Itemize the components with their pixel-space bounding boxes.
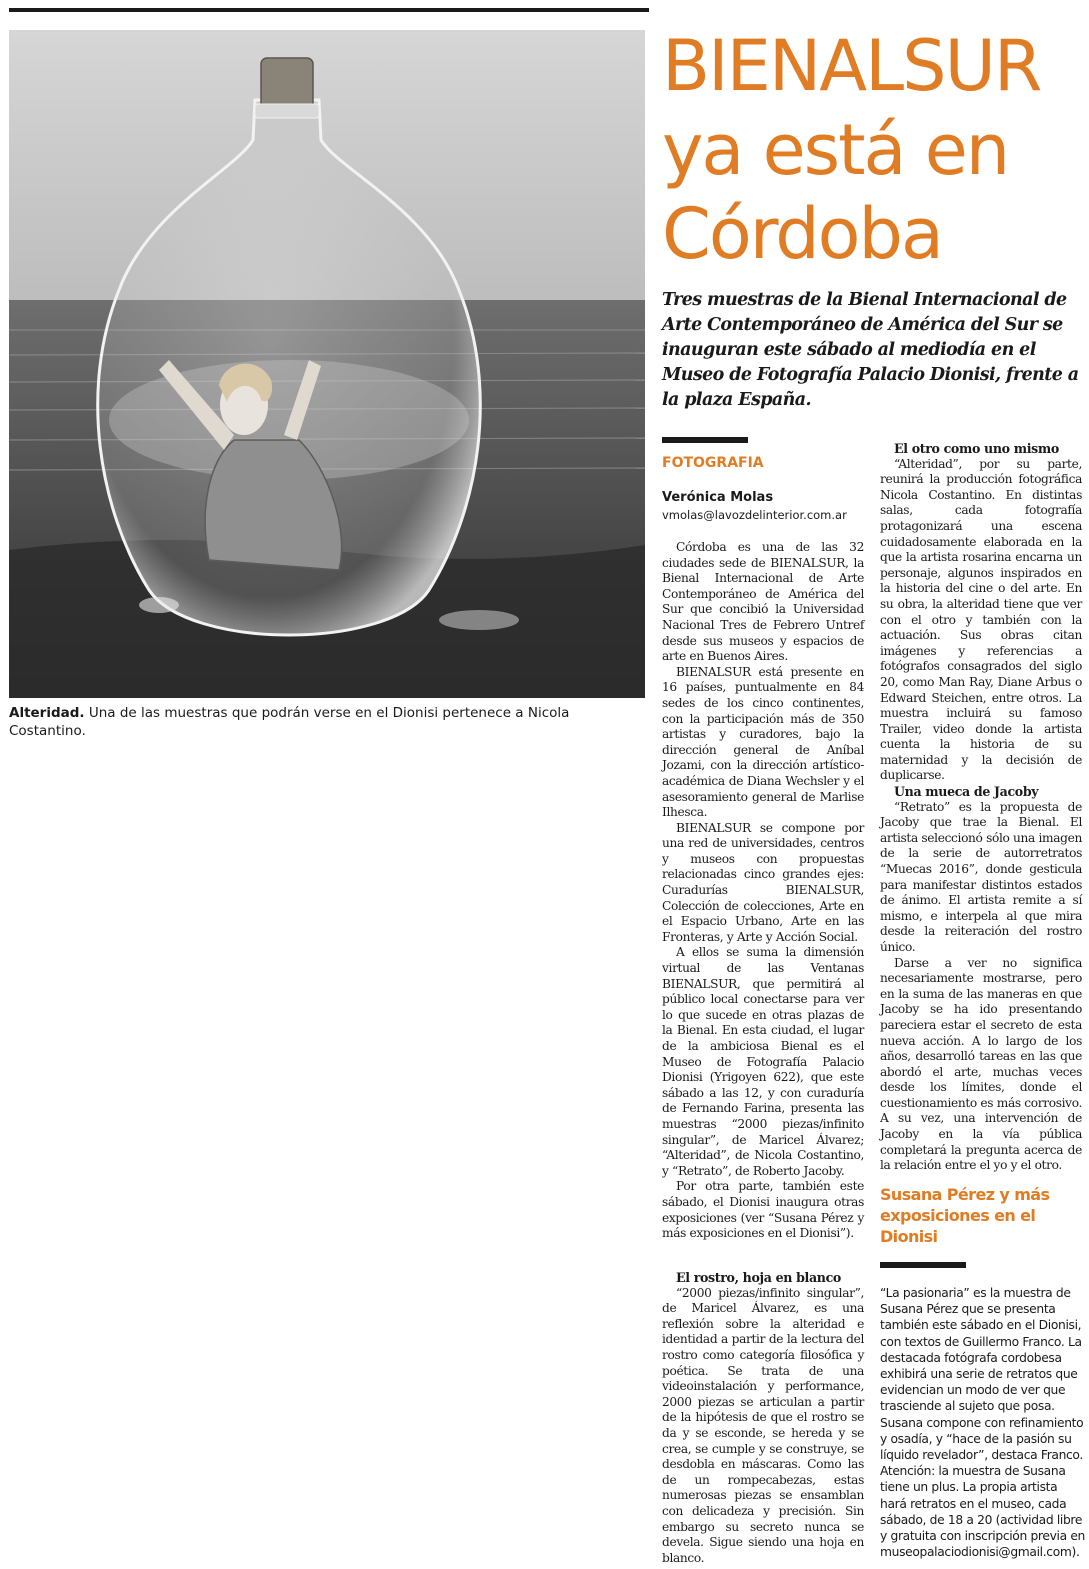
headline-line-3: Córdoba [662, 193, 942, 275]
body-paragraph: “Retrato” es la propuesta de Jacoby que trae la Bienal. El artista seleccionó sólo una imagen de la serie de autorretratos “Muecas 2016”, donde gesticula para manifestar distintos estados de ánimo. El artista remite a sí mismo, e interpela al que mira desde la reiteración del rostro único. [880, 799, 1082, 954]
author-email: vmolas@lavozdelinterior.com.ar [662, 508, 847, 522]
caption-text: Una de las muestras que podrán verse en el Dionisi pertenece a Nicola Costantino. [9, 705, 570, 739]
section-tag: FOTOGRAFIA [662, 455, 764, 471]
body-paragraph: “Alteridad”, por su parte, reunirá la producción fotográfica Nicola Costantino. En distintas salas, cada fotografía protagonizará una escena cuidadosamente elaborada en la que la artista rosarina encarna un personaje, algunos inspirados en la historia del cine o del arte. En su obra, la alteridad tiene que ver con el otro y también con la actuación. Sus obras citan imágenes y referencias a fotógrafos consagrados del siglo 20, como Man Ray, Diane Arbus o Edward Steichen, entre otros. La muestra incluirá su famoso Trailer, video donde la artista cuenta la historia de su maternidad y la decisión de duplicarse. [880, 456, 1082, 783]
article-column-2-bottom [880, 784, 1082, 1174]
sidebar-bar [880, 1262, 966, 1268]
body-paragraph: BIENALSUR está presente en 16 países, puntualmente en 84 sedes de los cinco continentes, con la participación más de 350 artistas y curadores, bajo la dirección general de Aníbal Jozami, con la dirección artístico-académica de Diana Wechsler y el asesoramiento general de Marlise Ilhesca. [662, 664, 864, 820]
headline-line-2: ya está en [662, 109, 1009, 191]
sidebar-title: Susana Pérez y más exposiciones en el Dionisi [880, 1185, 1050, 1246]
article-column-1-subsection [662, 1270, 864, 1566]
subhead-otro: El otro como uno mismo [894, 441, 1059, 456]
photo-caption [9, 704, 649, 740]
section-bar [662, 437, 748, 443]
subhead-jacoby: Una mueca de Jacoby [894, 784, 1039, 799]
headline-line-1: BIENALSUR [662, 25, 1041, 107]
sidebar-text: “La pasionaria” es la muestra de Susana Pérez que se presenta también este sábado en el Dionisi, con textos de Guillermo Franco. La destacada fotógrafa cordobesa exhibirá una serie de retratos que evidencian un modo de ver que trasciende al sujeto que posa. Susana compone con refinamiento y osadía, y “hace de la pasión su líquido revelador”, destaca Franco. Atención: la muestra de Susana tiene un plus. La propia artista hará retratos en el museo, cada sábado, de 18 a 20 (actividad libre y gratuita con inscripción previa en museopalaciodionisi@gmail.com). [880, 1286, 1085, 1560]
deck-subheadline: Tres muestras de la Bienal Internacional de Arte Contemporáneo de América del Sur se inauguran este sábado al mediodía en el Museo de Fotografía Palacio Dionisi, frente a la plaza España. [662, 290, 1079, 410]
article-column-2-top [880, 441, 1082, 784]
body-paragraph: Por otra parte, también este sábado, el Dionisi inaugura otras exposiciones (ver “Susana Pérez y más exposiciones en el Dionisi”). [662, 1179, 864, 1241]
body-paragraph: Darse a ver no significa necesariamente mostrarse, pero en la suma de las maneras en que Jacoby se ha ido presentando pareciera estar el secreto de esta nueva acción. A lo largo de los años, desarrolló tareas en las que abordó el arte, muchas veces desde los límites, donde el cuestionamiento es más corrosivo. A su vez, una intervención de Jacoby en la vía pública completará la pregunta acerca de la relación entre el yo y el otro. [880, 955, 1082, 1173]
article-photo [9, 30, 645, 698]
top-rule [9, 8, 649, 12]
article-column-1 [662, 540, 864, 1242]
body-paragraph: “2000 piezas/infinito singular”, de Maricel Álvarez, es una reflexión sobre la alteridad e identidad a partir de la lectura del rostro como categoría filosófica y poética. Se trata de una videoinstalación y performance, 2000 piezas se articulan a partir de la hipótesis de que el rostro se da y se esconde, se hereda y se crea, se cumple y se construye, se desdobla en máscaras. Como las de un rompecabezas, estas numerosas piezas se ensamblan con delicadeza y precisión. Sin embargo su secreto nunca se devela. Sigue siendo una hoja en blanco. [662, 1285, 864, 1565]
body-paragraph: A ellos se suma la dimensión virtual de las Ventanas BIENALSUR, que permitirá al público local conectarse para ver lo que sucede en otras plazas de la Bienal. En esta ciudad, el lugar de la ambiciosa Bienal es el Museo de Fotografía Palacio Dionisi (Yrigoyen 622), que este sábado a las 12, y con curaduría de Fernando Farina, presenta las muestras “2000 piezas/infinito singular”, de Maricel Álvarez; “Alteridad”, de Nicola Costantino, y “Retrato”, de Roberto Jacoby. [662, 945, 864, 1178]
caption-lead: Alteridad. [9, 705, 85, 721]
subhead-rostro: El rostro, hoja en blanco [676, 1270, 841, 1285]
bottle-photo-illustration [9, 30, 645, 698]
headline [662, 24, 1082, 276]
author-name: Verónica Molas [662, 490, 774, 505]
body-paragraph: Córdoba es una de las 32 ciudades sede de BIENALSUR, la Bienal Internacional de Arte Contemporáneo de América del Sur que concibió la Universidad Nacional Tres de Febrero Untref desde sus museos y espacios de arte en Buenos Aires. [662, 540, 864, 664]
sidebar-body [880, 1285, 1085, 1560]
body-paragraph: BIENALSUR se compone por una red de universidades, centros y museos con propuestas relacionadas cinco grandes ejes: Curadurías BIENALSUR, Colección de colecciones, Arte en el Espacio Urbano, Arte en las Fronteras, y Arte y Acción Social. [662, 820, 864, 944]
